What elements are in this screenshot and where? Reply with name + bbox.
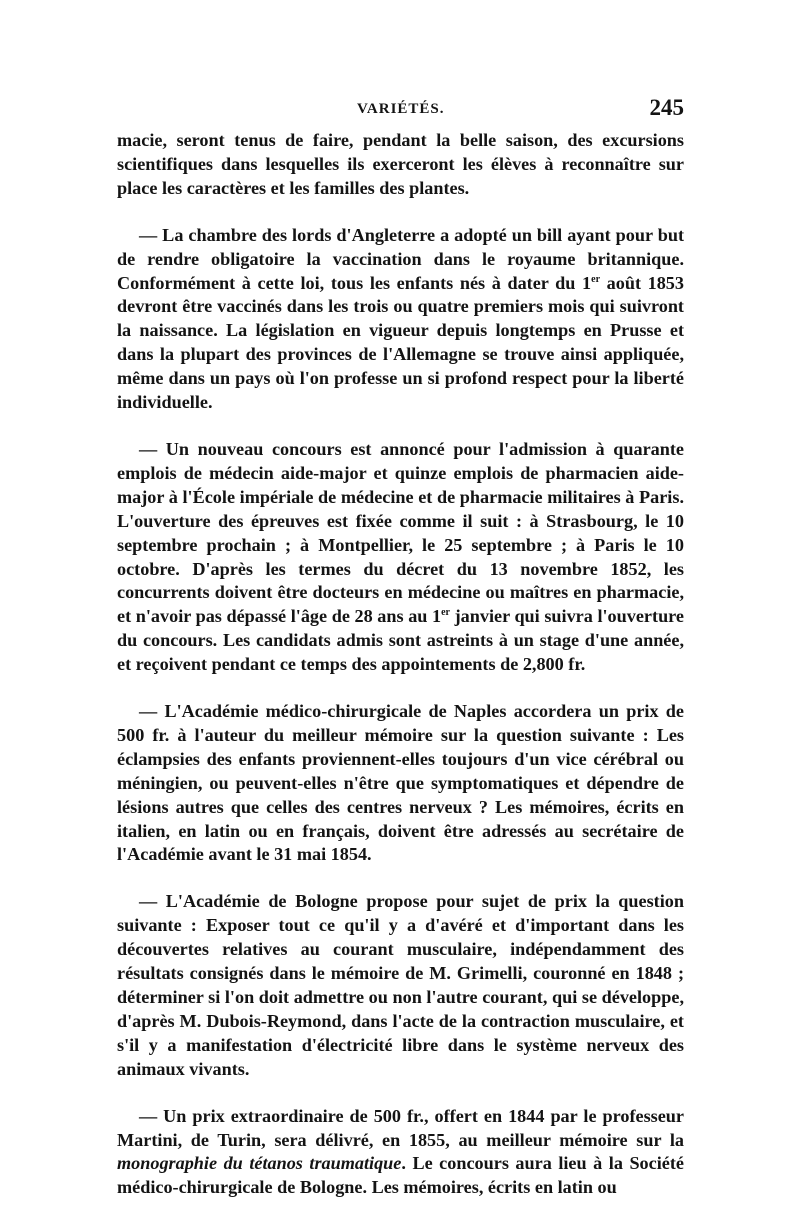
paragraph-text: — L'Académie médico-chirurgicale de Naples accordera un prix de 500 fr. à l'auteur du meilleur mémoire sur la question suivante : Les éclampsies des enfants proviennent-elles toujours d'un vice cérébral ou méningien, ou peuvent-elles n'être que symptomatiques et dépendre de lésions autres que celles des centres nerveux ? Les mémoires, écrits en italien, en latin ou en français, doivent être adressés au secrétaire de l'Académie avant le 31 mai 1854.	[117, 701, 684, 865]
page-header	[117, 95, 684, 129]
paragraph-military-concours	[117, 438, 684, 677]
paragraph-text: — Un nouveau concours est annoncé pour l'admission à quarante emplois de médecin aide-major et quinze emplois de pharmacien aide-major à l'École impériale de médecine et de pharmacie militaires à Paris. L'ouverture des épreuves est fixée comme il suit : à Strasbourg, le 10 septembre prochain ; à Montpellier, le 25 septembre ; à Paris le 10 octobre. D'après les termes du décret du 13 novembre 1852, les concurrents doivent être docteurs en médecine ou maîtres en pharmacie, et n'avoir pas dépassé l'âge de 28 ans au 1er janvier qui suivra l'ouverture du concours. Les candidats admis sont astreints à un stage d'une année, et reçoivent pendant ce temps des appointements de 2,800 fr.	[117, 438, 684, 675]
book-page	[117, 95, 684, 1200]
paragraph-herbarium	[117, 129, 684, 201]
page-number: 245	[649, 95, 684, 120]
paragraph-text: macie, seront tenus de faire, pendant la belle saison, des excursions scientifiques dans lesquelles ils exerceront les élèves à reconnaître sur place les caractères et les familles des plantes.	[117, 130, 684, 198]
italic-title: monographie du tétanos traumatique	[117, 1153, 402, 1174]
paragraph-vaccination	[117, 224, 684, 415]
running-title: VARIÉTÉS.	[357, 101, 445, 117]
paragraph-bologna-prize	[117, 890, 684, 1081]
paragraph-naples-prize	[117, 700, 684, 867]
paragraph-text: . Le concours aura lieu à la Société médico-chirurgicale de Bologne. Les mémoires, écrits en latin ou	[117, 1153, 684, 1198]
paragraph-martini-prize	[117, 1105, 684, 1201]
paragraph-text: — L'Académie de Bologne propose pour sujet de prix la question suivante : Exposer tout ce qu'il y a d'avéré et d'important dans les découvertes relatives au courant musculaire, indépendamment des résultats consignés dans le mémoire de M. Grimelli, couronné en 1848 ; déterminer si l'on doit admettre ou non l'autre courant, qui se développe, d'après M. Dubois-Reymond, dans l'acte de la contraction musculaire, et s'il y a manifestation d'électricité libre dans le système nerveux des animaux vivants.	[117, 891, 684, 1079]
paragraph-text: — La chambre des lords d'Angleterre a adopté un bill ayant pour but de rendre obligatoire la vaccination dans le royaume britannique. Conformément à cette loi, tous les enfants nés à dater du 1er août 1853 devront être vaccinés dans les trois ou quatre premiers mois qui suivront la naissance. La législation en vigueur depuis longtemps en Prusse et dans la plupart des provinces de l'Allemagne se trouve ainsi appliquée, même dans un pays où l'on professe un si profond respect pour la liberté individuelle.	[117, 224, 684, 413]
paragraph-text: — Un prix extraordinaire de 500 fr., offert en 1844 par le professeur Martini, de Turin, sera délivré, en 1855, au meilleur mémoire sur la	[117, 1105, 684, 1150]
